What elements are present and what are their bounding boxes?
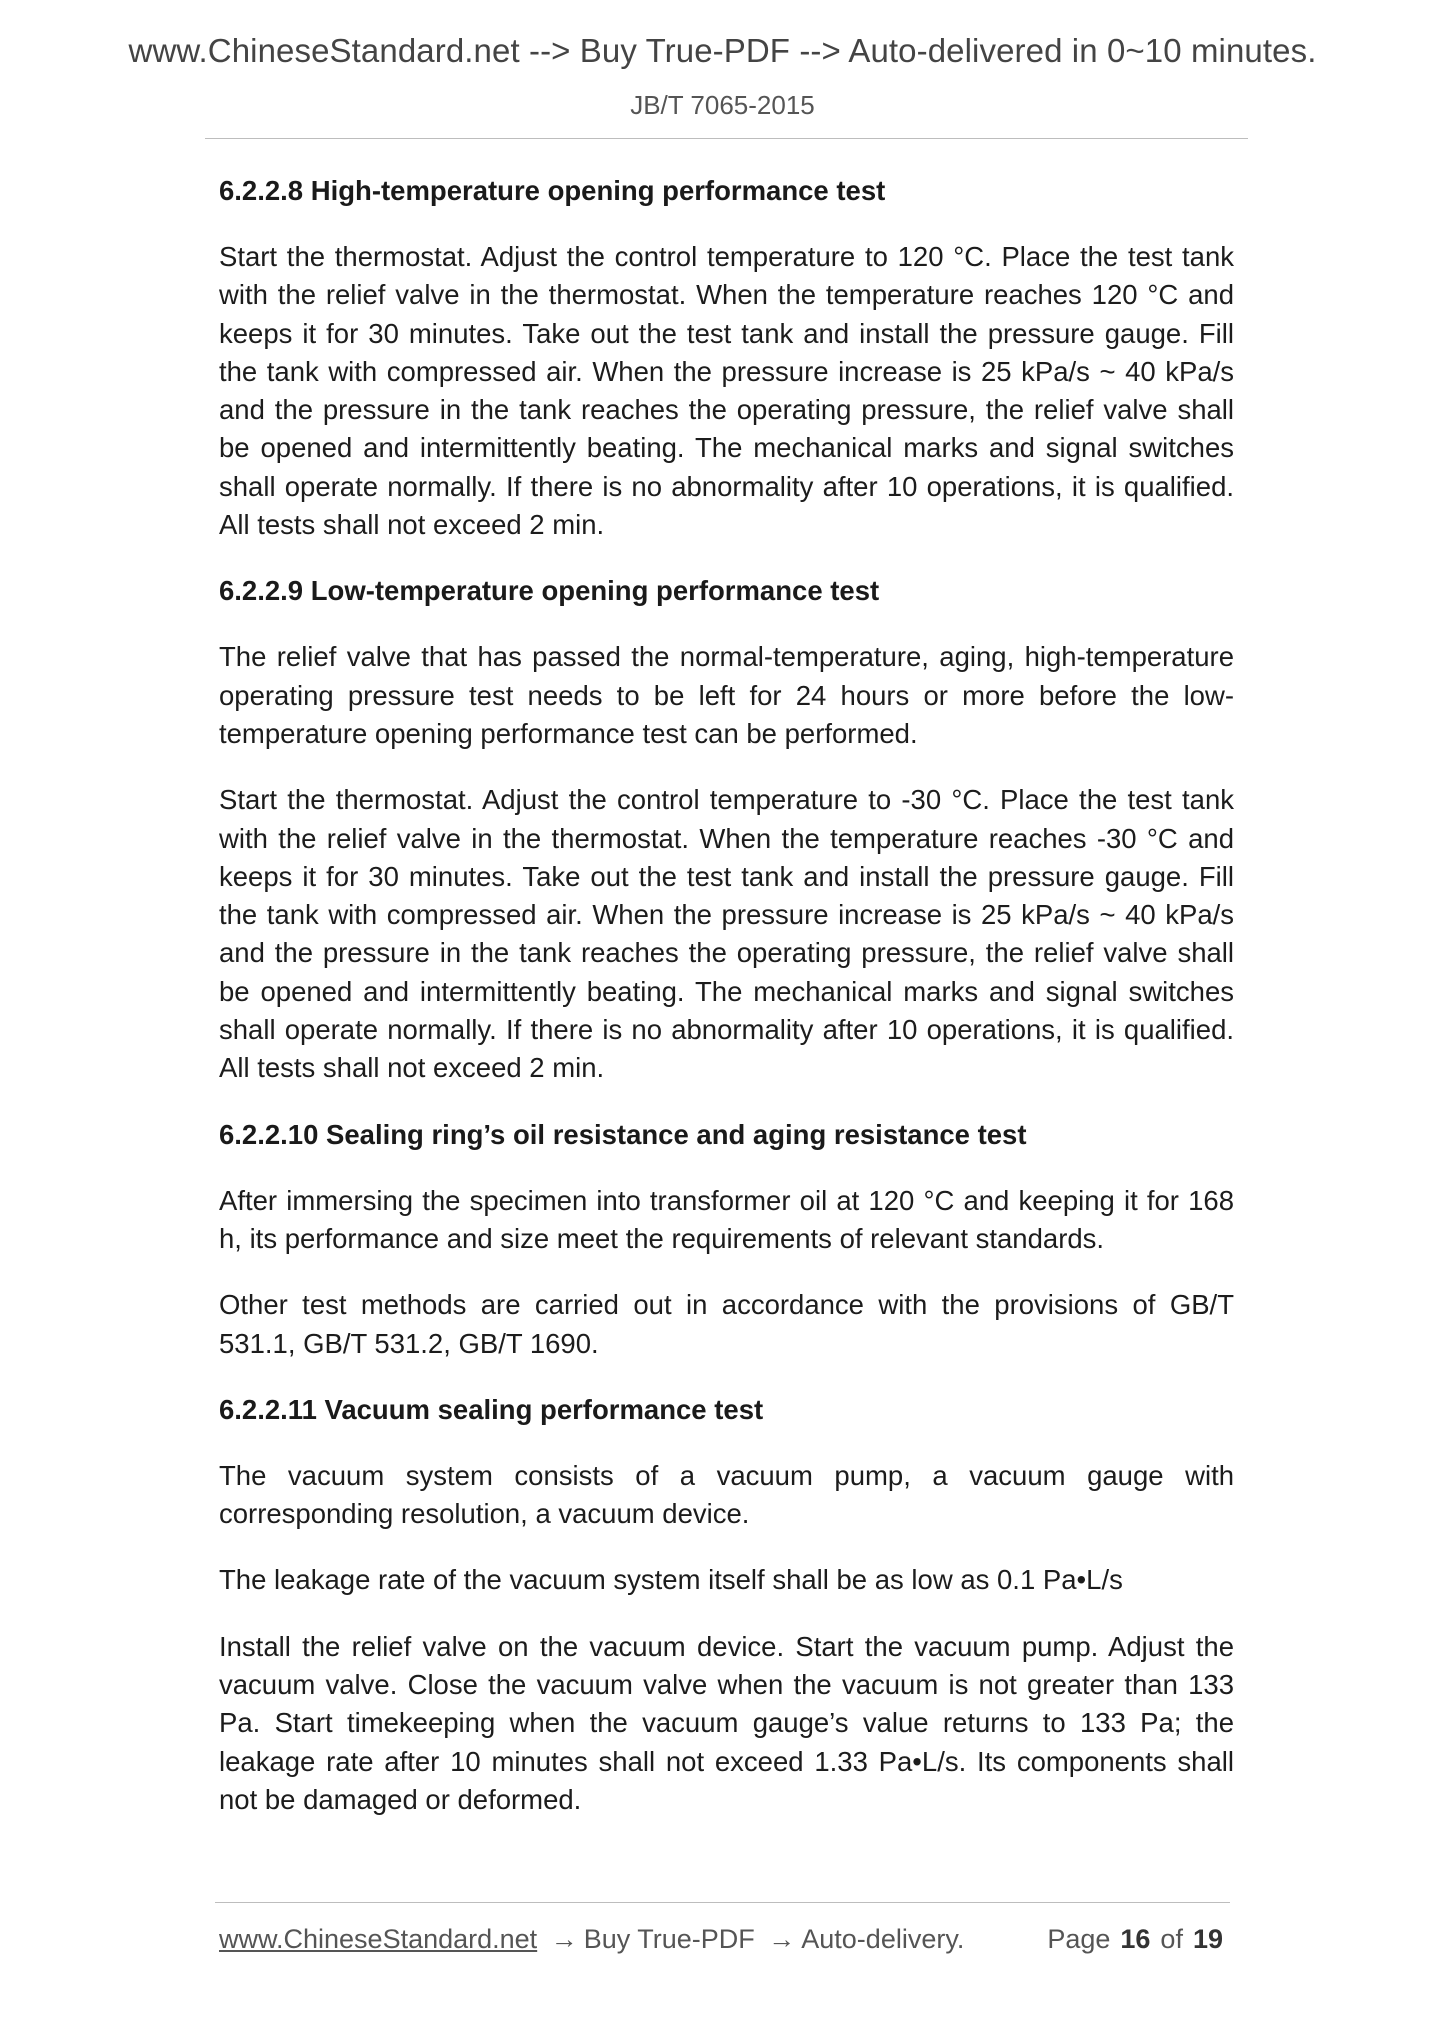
arrow-right-icon: →: [768, 1924, 796, 1954]
section-6-2-2-10: [219, 1116, 1234, 1363]
paragraph: Other test methods are carried out in accordance with the provisions of GB/T 531.1, GB/T 531.2, GB/T 1690.: [219, 1289, 1234, 1359]
paragraph: The leakage rate of the vacuum system itself shall be as low as 0.1 Pa•L/s: [219, 1564, 1123, 1596]
document-code: JB/T 7065-2015: [630, 90, 815, 120]
footer-promo: [219, 1924, 964, 1955]
section-heading: 6.2.2.11 Vacuum sealing performance test: [219, 1393, 764, 1425]
document-body: [219, 172, 1234, 1847]
footer-site-link[interactable]: www.ChineseStandard.net: [219, 1924, 538, 1954]
paragraph: The relief valve that has passed the normal-temperature, aging, high-temperature operating pressure test needs to be left for 24 hours or more before the low-temperature opening performance test can be performed.: [219, 641, 1234, 749]
section-heading: 6.2.2.9 Low-temperature opening performance test: [219, 575, 880, 607]
section-heading: 6.2.2.10 Sealing ring’s oil resistance and aging resistance test: [219, 1118, 1027, 1150]
paragraph: Start the thermostat. Adjust the control temperature to -30 °C. Place the test tank with the relief valve in the thermostat. When the temperature reaches -30 °C and keeps it for 30 minutes. Take out the test tank and install the pressure gauge. Fill the tank with compressed air. When the pressure increase is 25 kPa/s ~ 40 kPa/s and the pressure in the tank reaches the operating pressure, the relief valve shall be opened and intermittently beating. The mechanical marks and signal switches shall operate normally. If there is no abnormality after 10 operations, it is qualified. All tests shall not exceed 2 min.: [219, 784, 1234, 1084]
section-6-2-2-9: [219, 572, 1234, 1087]
section-6-2-2-11: [219, 1391, 1234, 1819]
section-heading: 6.2.2.8 High-temperature opening performance test: [219, 175, 886, 206]
paragraph: Start the thermostat. Adjust the control temperature to 120 °C. Place the test tank with the relief valve in the thermostat. When the temperature reaches 120 °C and keeps it for 30 minutes. Take out the test tank and install the pressure gauge. Fill the tank with compressed air. When the pressure increase is 25 kPa/s ~ 40 kPa/s and the pressure in the tank reaches the operating pressure, the relief valve shall be opened and intermittently beating. The mechanical marks and signal switches shall operate normally. If there is no abnormality after 10 operations, it is qualified. All tests shall not exceed 2 min.: [219, 241, 1234, 541]
top-banner: www.ChineseStandard.net --> Buy True-PDF --> Auto-delivered in 0~10 minutes.: [128, 32, 1317, 69]
page-label: Page: [1047, 1924, 1111, 1954]
section-6-2-2-8: [219, 172, 1234, 544]
arrow-right-icon: →: [550, 1924, 578, 1954]
page-number: 16: [1120, 1924, 1151, 1954]
paragraph: After immersing the specimen into transformer oil at 120 °C and keeping it for 168 h, its performance and size meet the requirements of relevant standards.: [219, 1184, 1234, 1254]
of-label: of: [1160, 1924, 1183, 1954]
footer-delivery-text: Auto-delivery.: [801, 1924, 965, 1954]
paragraph: Install the relief valve on the vacuum device. Start the vacuum pump. Adjust the vacuum valve. Close the vacuum valve when the vacuum is not greater than 133 Pa. Start timekeeping when the vacuum gauge’s value returns to 133 Pa; the leakage rate after 10 minutes shall not exceed 1.33 Pa•L/s. Its components shall not be damaged or deformed.: [219, 1630, 1234, 1815]
footer-divider: [215, 1902, 1230, 1903]
footer-buy-text: Buy True-PDF: [583, 1924, 755, 1954]
page-total: 19: [1192, 1924, 1223, 1954]
page-indicator: [1047, 1924, 1223, 1955]
paragraph: The vacuum system consists of a vacuum pump, a vacuum gauge with corresponding resolution, a vacuum device.: [219, 1459, 1234, 1530]
header-divider: [205, 138, 1248, 139]
